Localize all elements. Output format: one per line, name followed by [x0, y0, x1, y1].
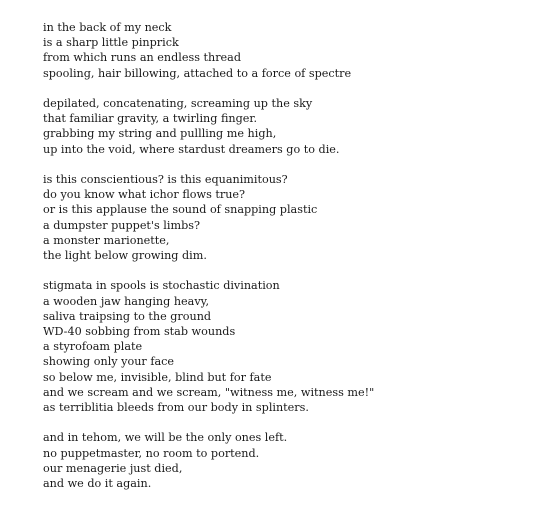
- poem-line: WD-40 sobbing from stab wounds: [43, 325, 236, 339]
- poem-line: and in tehom, we will be the only ones left.: [43, 431, 288, 445]
- poem-line: as terriblitia bleeds from our body in splinters.: [43, 401, 309, 415]
- poem-line: showing only your face: [43, 355, 175, 369]
- poem-line: the light below growing dim.: [43, 249, 207, 263]
- poem-line: grabbing my string and pullling me high,: [43, 127, 277, 141]
- poem-line: and we do it again.: [43, 477, 152, 491]
- poem-line: is a sharp little pinprick: [43, 36, 179, 50]
- poem-line: that familiar gravity, a twirling finger.: [43, 112, 258, 126]
- poem-line: a dumpster puppet's limbs?: [43, 218, 200, 232]
- poem-line: is this conscientious? is this equanimitous?: [43, 173, 288, 186]
- poem-line: a monster marionette,: [43, 233, 170, 247]
- poem-line: so below me, invisible, blind but for fate: [43, 370, 272, 384]
- poem-line: a styrofoam plate: [43, 340, 143, 354]
- stanza-1: [43, 20, 523, 81]
- poem-text: [43, 20, 523, 491]
- poem-line: no puppetmaster, no room to portend.: [43, 446, 260, 460]
- poem-line: spooling, hair billowing, attached to a force of spectre: [43, 66, 352, 80]
- poem-line: a wooden jaw hanging heavy,: [43, 294, 210, 308]
- poem-line: and we scream and we scream, "witness me, witness me!": [43, 385, 375, 399]
- poem-line: in the back of my neck: [43, 21, 172, 34]
- stanza-5: [43, 430, 523, 491]
- poem-line: up into the void, where stardust dreamers go to die.: [43, 142, 340, 156]
- stanza-2: [43, 96, 523, 157]
- stanza-4: [43, 278, 523, 415]
- poem-line: do you know what ichor flows true?: [43, 188, 246, 202]
- poem-line: or is this applause the sound of snapping plastic: [43, 203, 318, 217]
- poem-line: depilated, concatenating, screaming up the sky: [43, 97, 313, 110]
- stanza-3: [43, 172, 523, 263]
- poem-line: stigmata in spools is stochastic divination: [43, 279, 280, 293]
- poem-line: from which runs an endless thread: [43, 51, 241, 65]
- poem-line: saliva traipsing to the ground: [43, 309, 212, 323]
- poem-line: our menagerie just died,: [43, 461, 183, 475]
